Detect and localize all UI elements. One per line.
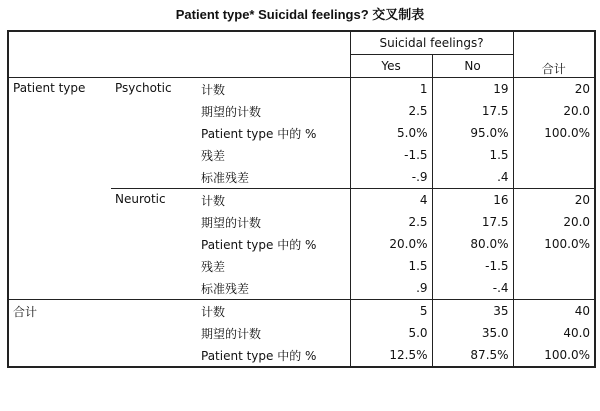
cell-no: 17.5 xyxy=(432,211,513,233)
column-header-yes: Yes xyxy=(350,55,432,78)
stat-label: 标准残差 xyxy=(197,277,350,300)
cell-no: 1.5 xyxy=(432,144,513,166)
cell-total: 20.0 xyxy=(563,104,591,118)
cell-total xyxy=(513,255,595,277)
stat-label: 计数 xyxy=(197,300,350,323)
cell-no: .4 xyxy=(432,166,513,189)
cell-total: 20 xyxy=(513,189,595,212)
stat-label: Patient type 中的 % xyxy=(197,233,350,255)
cell-total: 20 xyxy=(513,78,595,101)
stat-label: 计数 xyxy=(197,189,350,212)
cell-yes: 4 xyxy=(350,189,432,212)
cell-total: 100.0% xyxy=(544,126,591,140)
cell-yes: 5.0% xyxy=(350,122,432,144)
table-row xyxy=(8,78,595,101)
cell-yes: 20.0% xyxy=(350,233,432,255)
cell-no: 87.5% xyxy=(432,344,513,367)
cell-total: 100.0% xyxy=(544,348,591,362)
cell-yes: -.9 xyxy=(350,166,432,189)
cell-yes: 2.5 xyxy=(350,211,432,233)
table-row xyxy=(8,300,595,323)
cell-yes: -1.5 xyxy=(350,144,432,166)
cell-yes: .9 xyxy=(350,277,432,300)
cell-no: 17.5 xyxy=(432,100,513,122)
column-variable-header: Suicidal feelings? xyxy=(350,31,513,55)
cell-yes: 1.5 xyxy=(350,255,432,277)
cell-yes: 12.5% xyxy=(350,344,432,367)
cell-no: -1.5 xyxy=(432,255,513,277)
cell-yes: 1 xyxy=(350,78,432,101)
crosstab-table xyxy=(7,30,596,368)
cell-no: 16 xyxy=(432,189,513,212)
cell-no: 35.0 xyxy=(432,322,513,344)
cell-total: 40 xyxy=(513,300,595,323)
stat-label: 标准残差 xyxy=(197,166,350,189)
cell-total: 40.0 xyxy=(563,326,591,340)
total-column-header: 合计 xyxy=(541,62,566,76)
stat-label: 计数 xyxy=(197,78,350,101)
stat-label: 残差 xyxy=(197,144,350,166)
cell-yes: 5 xyxy=(350,300,432,323)
stat-label: 期望的计数 xyxy=(197,211,350,233)
stat-label: Patient type 中的 % xyxy=(197,122,350,144)
header-row-1 xyxy=(8,31,595,55)
stat-label: 期望的计数 xyxy=(197,100,350,122)
cell-no: -.4 xyxy=(432,277,513,300)
cell-total xyxy=(513,277,595,300)
group-label-psychotic: Psychotic xyxy=(111,78,197,189)
total-row-label: 合计 xyxy=(8,300,197,368)
table-title: Patient type* Suicidal feelings? 交叉制表 xyxy=(175,7,425,22)
header-corner xyxy=(8,31,350,78)
column-header-no: No xyxy=(432,55,513,78)
row-variable-label: Patient type xyxy=(8,78,111,300)
cell-no: 95.0% xyxy=(432,122,513,144)
cell-total: 20.0 xyxy=(563,215,591,229)
cell-no: 80.0% xyxy=(432,233,513,255)
stat-label: 期望的计数 xyxy=(197,322,350,344)
cell-total: 100.0% xyxy=(544,237,591,251)
cell-yes: 2.5 xyxy=(350,100,432,122)
stat-label: 残差 xyxy=(197,255,350,277)
cell-total xyxy=(513,166,595,189)
cell-no: 35 xyxy=(432,300,513,323)
stat-label: Patient type 中的 % xyxy=(197,344,350,367)
group-label-neurotic: Neurotic xyxy=(111,189,197,300)
cell-no: 19 xyxy=(432,78,513,101)
cell-total xyxy=(513,144,595,166)
cell-yes: 5.0 xyxy=(350,322,432,344)
